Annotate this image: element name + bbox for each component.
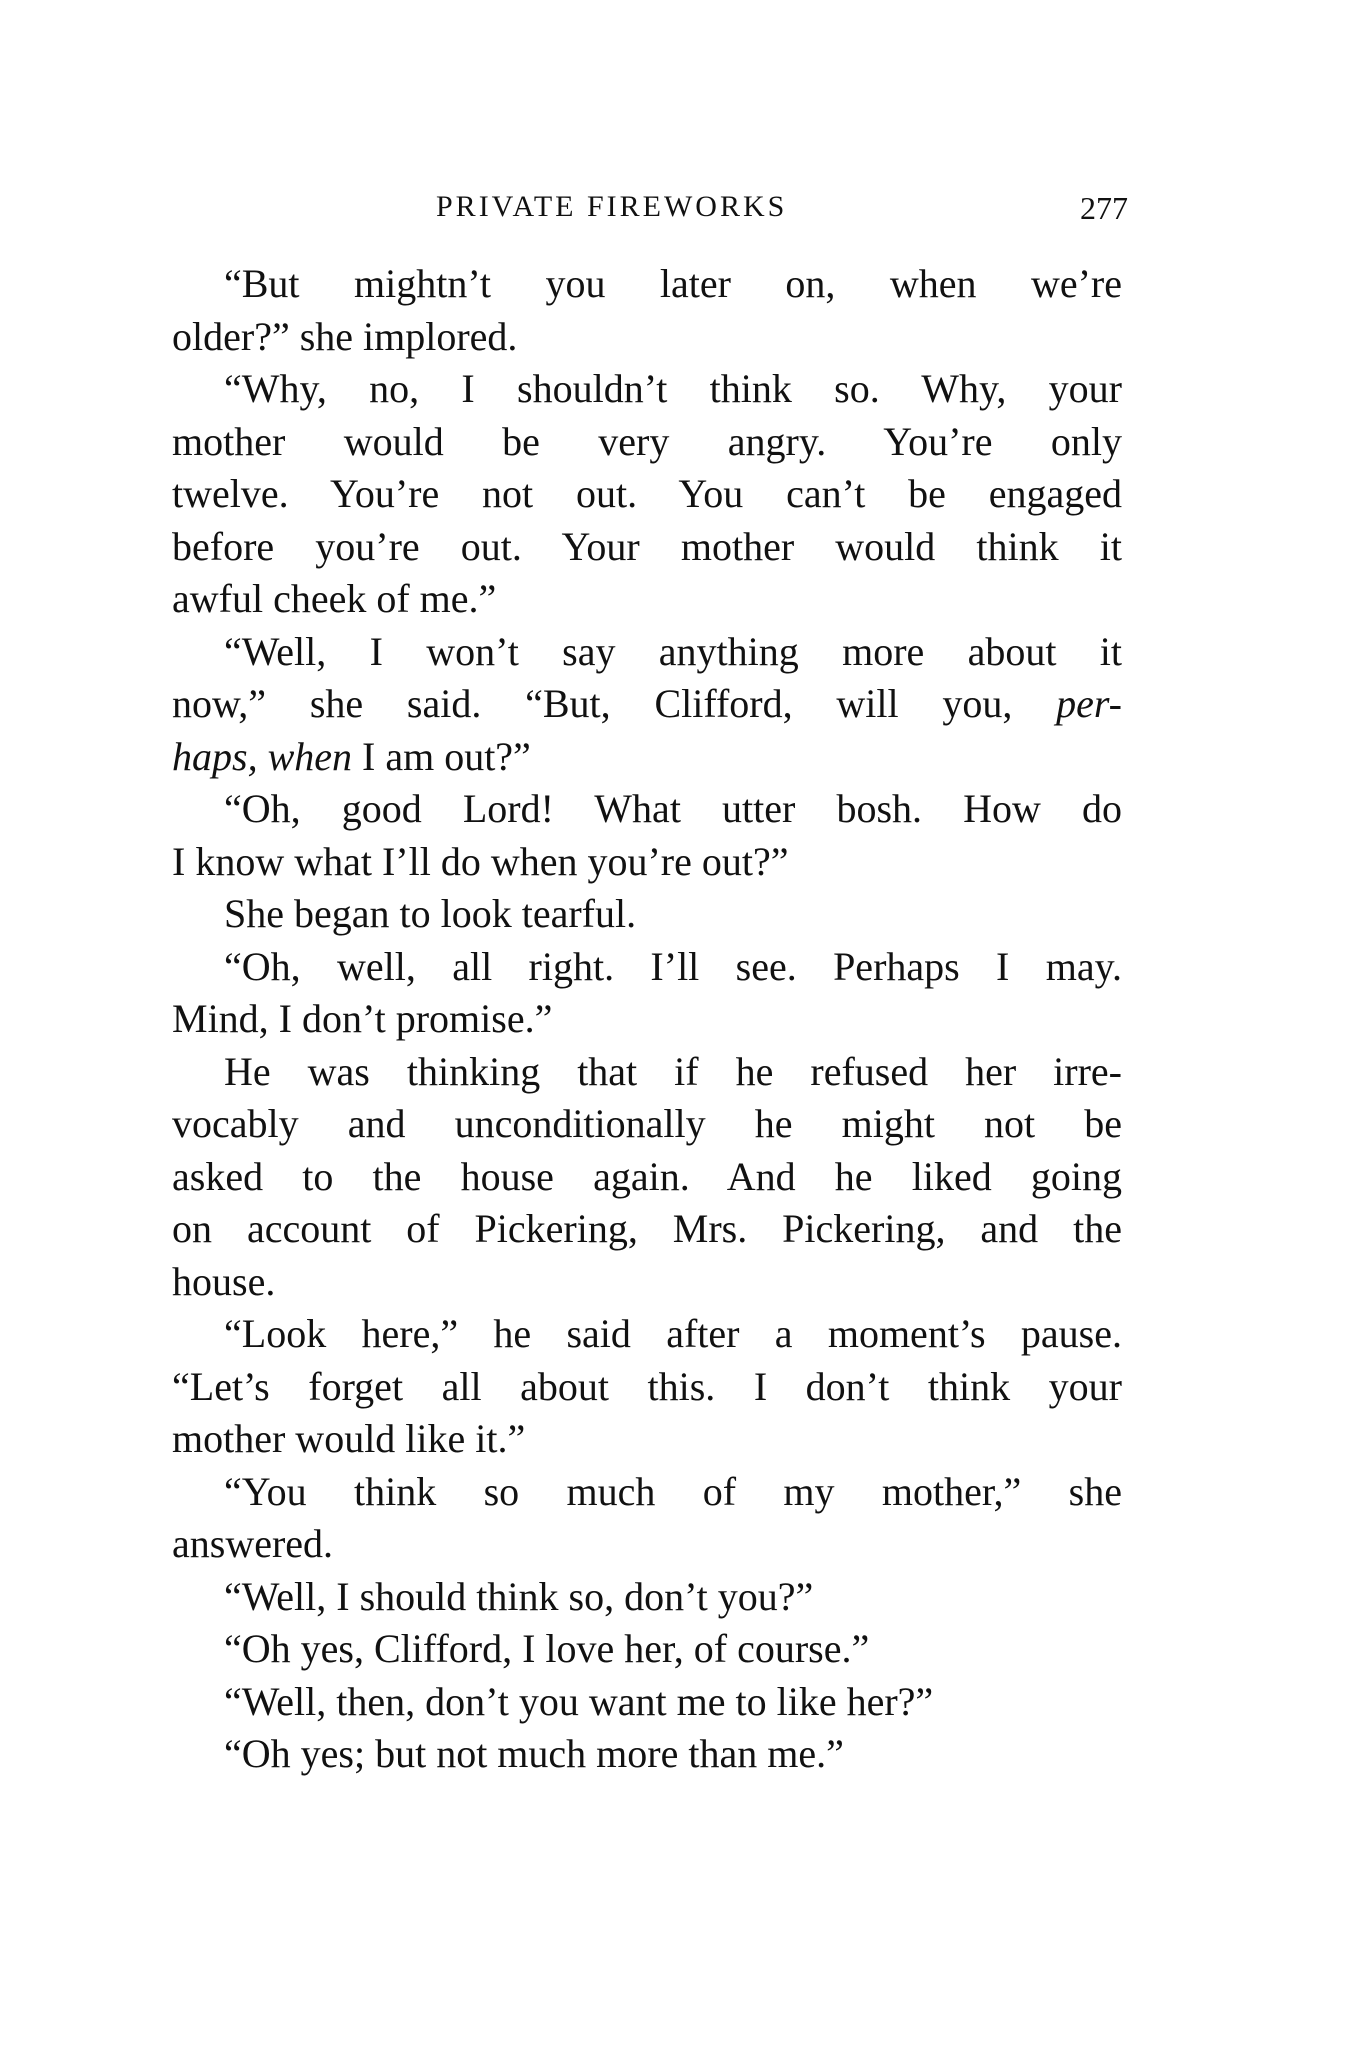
text-line <box>172 1151 1122 1204</box>
text-segment: awful cheek of me.” <box>172 576 497 621</box>
text-segment: “Well, then, don’t you want me to like her?” <box>224 1678 934 1724</box>
text-line <box>172 1098 1122 1151</box>
text-line <box>172 1308 1122 1361</box>
text-segment: mother would like it.” <box>172 1416 526 1461</box>
text-segment: twelve. You’re not out. You can’t be engaged <box>172 471 1122 516</box>
text-segment: “Oh, well, all right. I’ll see. Perhaps I may. <box>224 943 1122 989</box>
text-line <box>172 836 1122 889</box>
text-line <box>172 258 1122 311</box>
text-line <box>172 1623 1122 1676</box>
text-segment: “Oh, good Lord! What utter bosh. How do <box>224 786 1122 831</box>
text-line <box>172 626 1122 679</box>
text-line <box>172 1203 1122 1256</box>
text-segment: asked to the house again. And he liked going <box>172 1153 1122 1199</box>
text-line <box>172 416 1122 469</box>
text-segment: I am out?” <box>352 733 531 779</box>
text-segment: answered. <box>172 1521 334 1566</box>
text-line <box>172 1466 1122 1519</box>
text-line <box>172 678 1122 731</box>
text-line <box>172 468 1122 521</box>
text-line <box>172 731 1122 784</box>
text-line <box>172 573 1122 626</box>
text-segment: before you’re out. Your mother would think it <box>172 523 1122 569</box>
page-header <box>168 190 1128 240</box>
text-segment: “Look here,” he said after a moment’s pause. <box>224 1311 1122 1356</box>
text-segment: on account of Pickering, Mrs. Pickering, and the <box>172 1206 1122 1251</box>
text-line <box>172 1518 1122 1571</box>
text-line <box>172 1571 1122 1624</box>
body-text <box>172 258 1122 1781</box>
text-segment: “Well, I should think so, don’t you?” <box>224 1573 814 1619</box>
page-number: 277 <box>1080 190 1128 226</box>
text-segment: “Oh yes, Clifford, I love her, of course.” <box>224 1626 870 1671</box>
text-segment: older?” she implored. <box>172 313 518 359</box>
text-segment: He was thinking that if he refused her irre- <box>224 1048 1122 1094</box>
text-segment: mother would be very angry. You’re only <box>172 418 1122 464</box>
text-line <box>172 993 1122 1046</box>
text-line <box>172 1361 1122 1414</box>
text-line <box>172 783 1122 836</box>
text-line <box>172 521 1122 574</box>
text-line <box>172 1046 1122 1099</box>
text-line <box>172 888 1122 941</box>
text-line <box>172 1728 1122 1781</box>
text-line <box>172 1413 1122 1466</box>
text-segment: I know what I’ll do when you’re out?” <box>172 838 789 884</box>
text-segment: “Oh yes; but not much more than me.” <box>224 1731 844 1776</box>
text-line <box>172 941 1122 994</box>
text-segment: Mind, I don’t promise.” <box>172 996 553 1041</box>
text-segment: “But mightn’t you later on, when we’re <box>224 261 1122 306</box>
running-head: PRIVATE FIREWORKS <box>436 190 788 223</box>
text-segment: house. <box>172 1258 276 1304</box>
text-segment: She began to look tearful. <box>224 891 637 936</box>
text-segment: now,” she said. “But, Clifford, will you, <box>172 681 1057 726</box>
text-line <box>172 1676 1122 1729</box>
text-segment: “Let’s forget all about this. I don’t think your <box>172 1363 1122 1409</box>
text-line <box>172 311 1122 364</box>
text-segment: “You think so much of my mother,” she <box>224 1468 1122 1514</box>
text-segment: “Why, no, I shouldn’t think so. Why, your <box>224 366 1122 411</box>
text-segment: “Well, I won’t say anything more about it <box>224 628 1122 674</box>
text-line <box>172 363 1122 416</box>
italic-text: per- <box>1056 681 1122 726</box>
text-segment: vocably and unconditionally he might not be <box>172 1101 1122 1146</box>
italic-text: haps, when <box>172 733 352 779</box>
text-line <box>172 1256 1122 1309</box>
